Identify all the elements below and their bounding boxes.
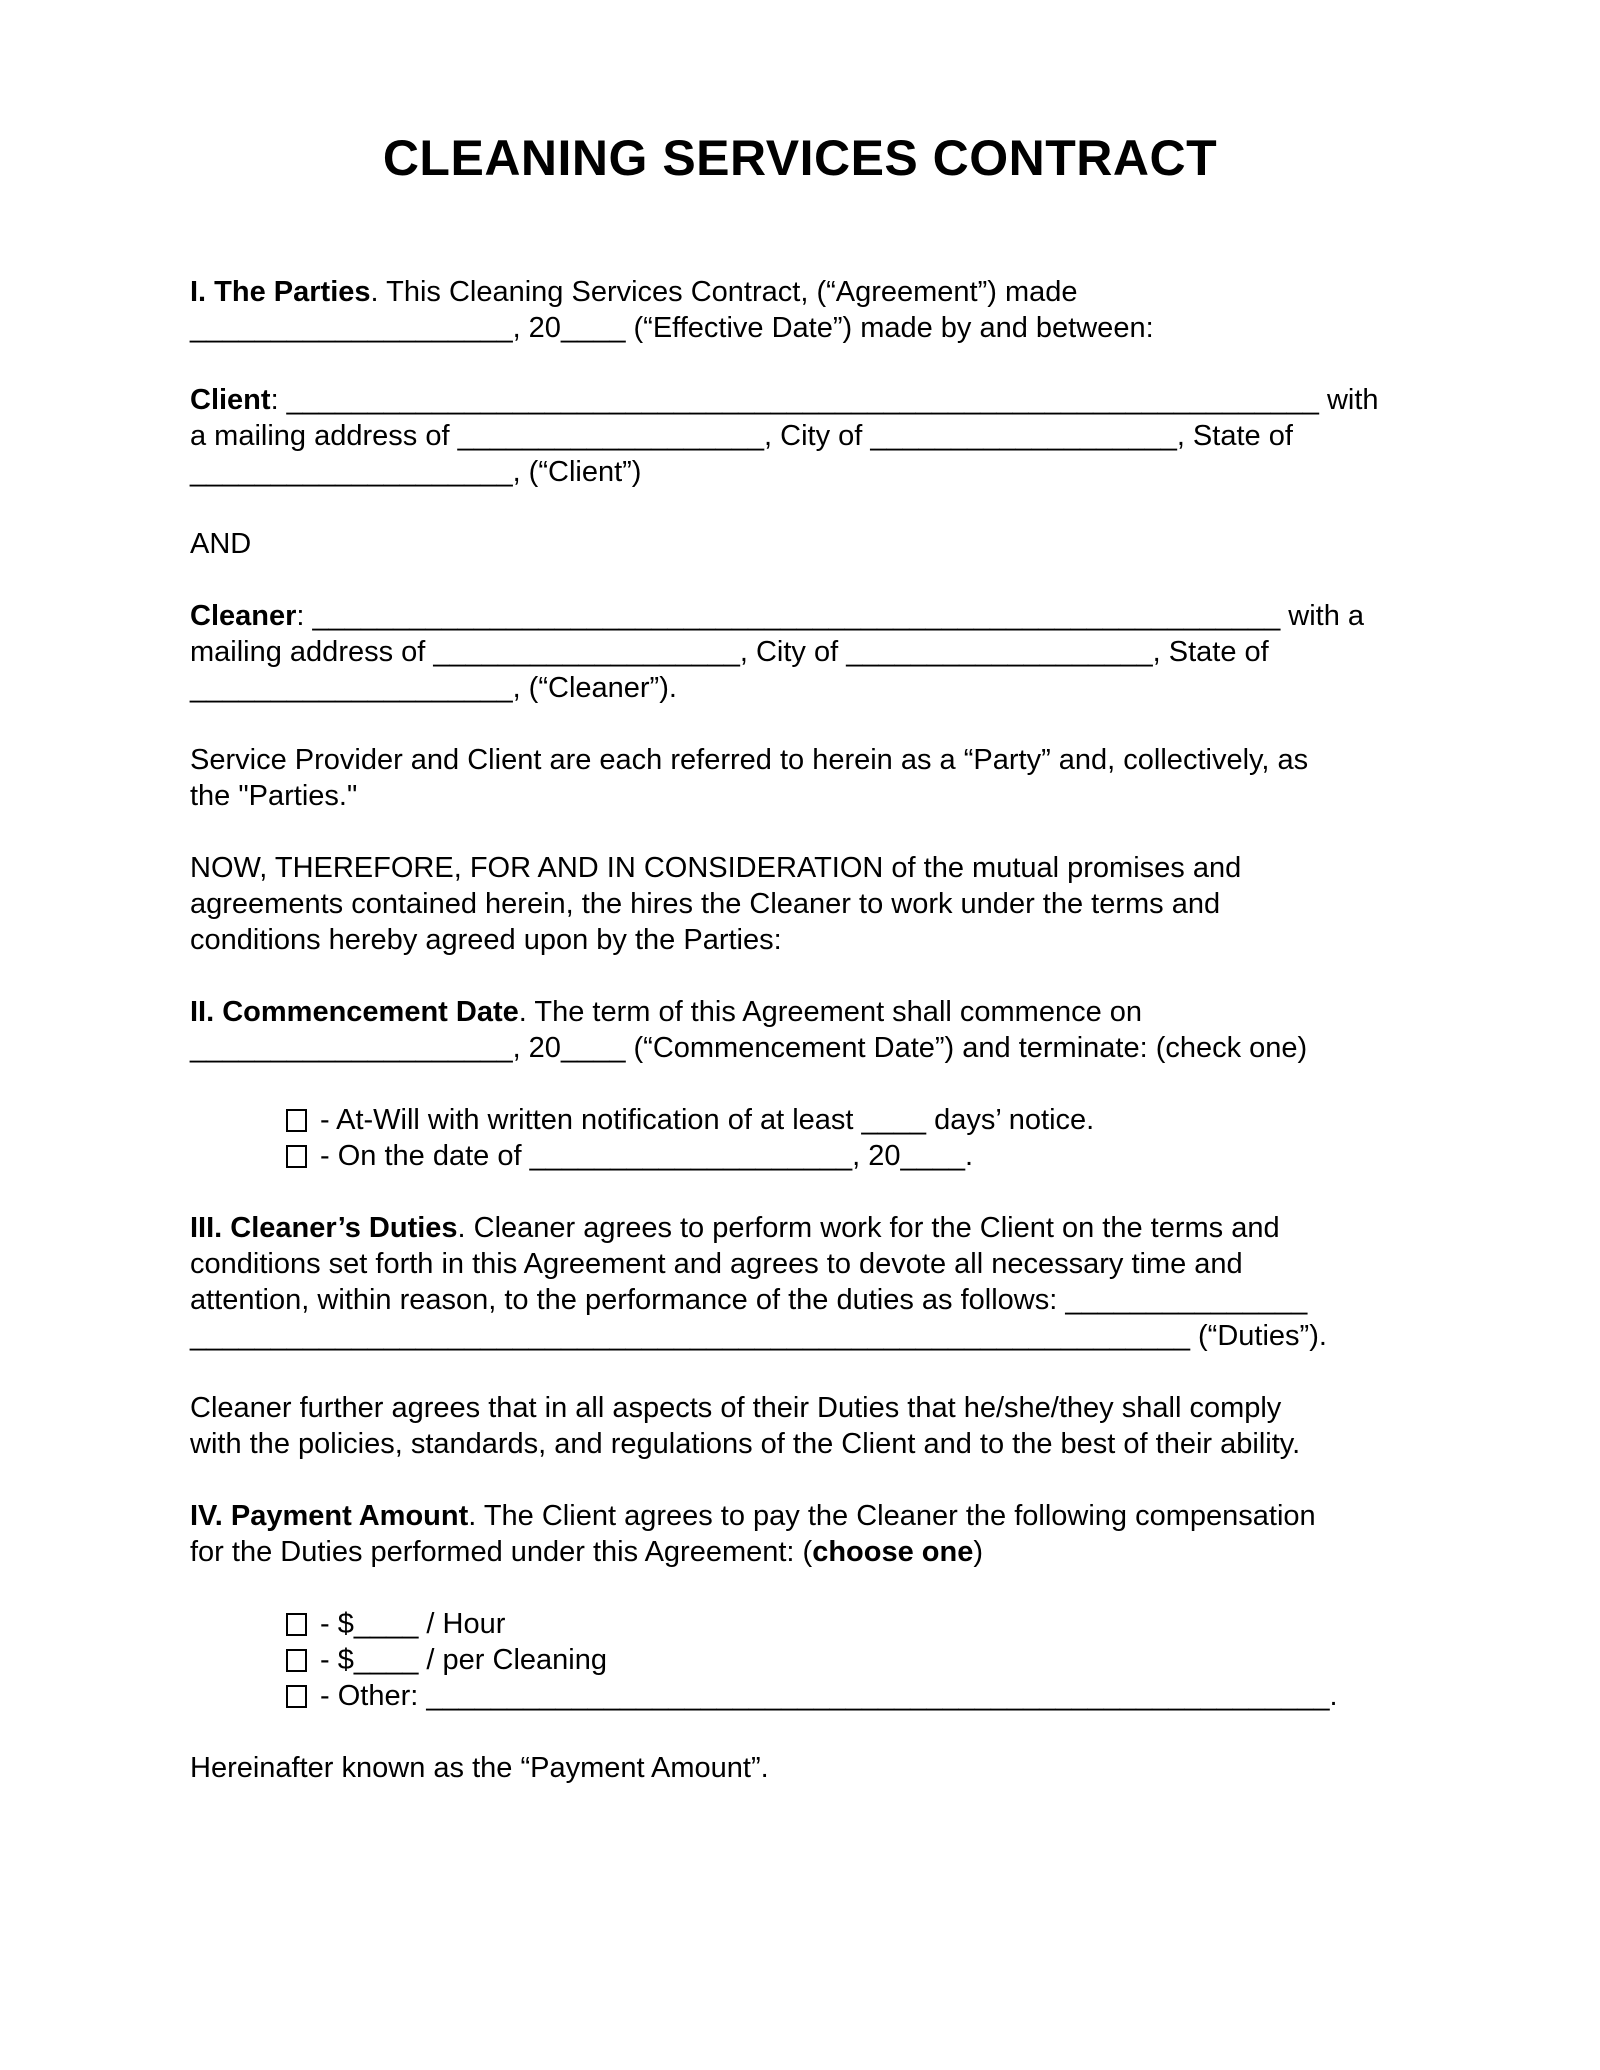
- line-text: a mailing address of ___________________, City of ___________________, State of: [190, 420, 1293, 452]
- section-heading: I. The Parties: [190, 276, 371, 308]
- section-i-parties: [190, 274, 1410, 346]
- paragraph-line: [190, 598, 1410, 634]
- paragraph-line: [190, 670, 1410, 706]
- option-text: - $____ / per Cleaning: [320, 1644, 607, 1676]
- checkbox-icon: [286, 1145, 307, 1168]
- line-text: NOW, THEREFORE, FOR AND IN CONSIDERATION of the mutual promises and: [190, 852, 1242, 884]
- option-text: - $____ / Hour: [320, 1608, 506, 1640]
- option-at-will: [190, 1102, 1410, 1138]
- line-text: Service Provider and Client are each referred to herein as a “Party” and, collectively, as: [190, 744, 1309, 776]
- section-heading: II. Commencement Date: [190, 996, 519, 1028]
- line-text: conditions set forth in this Agreement and agrees to devote all necessary time and: [190, 1248, 1243, 1280]
- paragraph-line: [190, 1498, 1410, 1534]
- line-text: . Cleaner agrees to perform work for the Client on the terms and: [457, 1212, 1280, 1244]
- line-text: AND: [190, 528, 252, 560]
- client-label: Client: [190, 384, 271, 416]
- line-text: ______________________________________________________________ (“Duties”).: [190, 1320, 1327, 1352]
- option-text: - At-Will with written notification of at least ____ days’ notice.: [320, 1104, 1095, 1136]
- paragraph-line: [190, 382, 1410, 418]
- section-iv-payment: [190, 1498, 1410, 1570]
- paragraph-line: [190, 418, 1410, 454]
- client-block: [190, 382, 1410, 490]
- section-heading: III. Cleaner’s Duties: [190, 1212, 458, 1244]
- line-text: : ________________________________________________________________ with: [270, 384, 1379, 416]
- paragraph-line: [190, 850, 1410, 886]
- option-on-date: [190, 1138, 1410, 1174]
- checkbox-icon: [286, 1109, 307, 1132]
- payment-options: [190, 1606, 1410, 1714]
- paragraph-line: [190, 778, 1410, 814]
- cleaner-block: [190, 598, 1410, 706]
- line-text: . The term of this Agreement shall commence on: [518, 996, 1143, 1028]
- paragraph-line: [190, 1246, 1410, 1282]
- paragraph-line: [190, 634, 1410, 670]
- line-text: attention, within reason, to the performance of the duties as follows: _______________: [190, 1284, 1308, 1316]
- payment-amount-closing: [190, 1750, 1410, 1786]
- document-title: CLEANING SERVICES CONTRACT: [382, 130, 1218, 186]
- section-ii-commencement: [190, 994, 1410, 1066]
- termination-options: [190, 1102, 1410, 1174]
- paragraph-line: [190, 994, 1410, 1030]
- checkbox-icon: [286, 1649, 307, 1672]
- paragraph-line: [190, 1534, 1410, 1570]
- consideration-clause: [190, 850, 1410, 958]
- paragraph-line: [190, 886, 1410, 922]
- line-text: Cleaner further agrees that in all aspects of their Duties that he/she/they shall comply: [190, 1392, 1282, 1424]
- paragraph-line: [190, 1426, 1410, 1462]
- line-text: ____________________, (“Client”): [190, 456, 642, 488]
- cleaner-label: Cleaner: [190, 600, 297, 632]
- parties-reference: [190, 742, 1410, 814]
- paragraph-line: [190, 1750, 1410, 1786]
- option-other: [190, 1678, 1410, 1714]
- paragraph-line: [190, 526, 1410, 562]
- paragraph-line: [190, 1390, 1410, 1426]
- line-text: agreements contained herein, the hires the Cleaner to work under the terms and: [190, 888, 1221, 920]
- line-text: . This Cleaning Services Contract, (“Agreement”) made: [370, 276, 1078, 308]
- paragraph-line: [190, 310, 1410, 346]
- paragraph-line: [190, 922, 1410, 958]
- line-text: : ____________________________________________________________ with a: [296, 600, 1365, 632]
- line-text: ): [973, 1536, 984, 1568]
- and-separator: [190, 526, 1410, 562]
- option-text: - On the date of ____________________, 20____.: [320, 1140, 974, 1172]
- line-text: mailing address of ___________________, City of ___________________, State of: [190, 636, 1269, 668]
- paragraph-line: [190, 454, 1410, 490]
- line-text: ____________________, 20____ (“Effective Date”) made by and between:: [190, 312, 1154, 344]
- option-text: - Other: ________________________________________________________.: [320, 1680, 1338, 1712]
- paragraph-line: [190, 1318, 1410, 1354]
- line-text: ____________________, (“Cleaner”).: [190, 672, 677, 704]
- section-heading: IV. Payment Amount: [190, 1500, 469, 1532]
- paragraph-line: [190, 1210, 1410, 1246]
- checkbox-icon: [286, 1613, 307, 1636]
- line-text: . The Client agrees to pay the Cleaner the following compensation: [468, 1500, 1316, 1532]
- paragraph-line: [190, 1282, 1410, 1318]
- checkbox-icon: [286, 1685, 307, 1708]
- paragraph-line: [190, 1030, 1410, 1066]
- line-text: conditions hereby agreed upon by the Parties:: [190, 924, 782, 956]
- line-text: ____________________, 20____ (“Commencement Date”) and terminate: (check one): [190, 1032, 1308, 1064]
- line-text: Hereinafter known as the “Payment Amount”.: [190, 1752, 769, 1784]
- paragraph-line: [190, 274, 1410, 310]
- choose-one-emphasis: choose one: [812, 1536, 974, 1568]
- section-iii-duties: [190, 1210, 1410, 1354]
- line-text: the "Parties.": [190, 780, 358, 812]
- option-hourly: [190, 1606, 1410, 1642]
- line-text: for the Duties performed under this Agreement: (: [190, 1536, 813, 1568]
- line-text: with the policies, standards, and regulations of the Client and to the best of their ability.: [190, 1428, 1301, 1460]
- paragraph-line: [190, 742, 1410, 778]
- compliance-clause: [190, 1390, 1410, 1462]
- option-per-cleaning: [190, 1642, 1410, 1678]
